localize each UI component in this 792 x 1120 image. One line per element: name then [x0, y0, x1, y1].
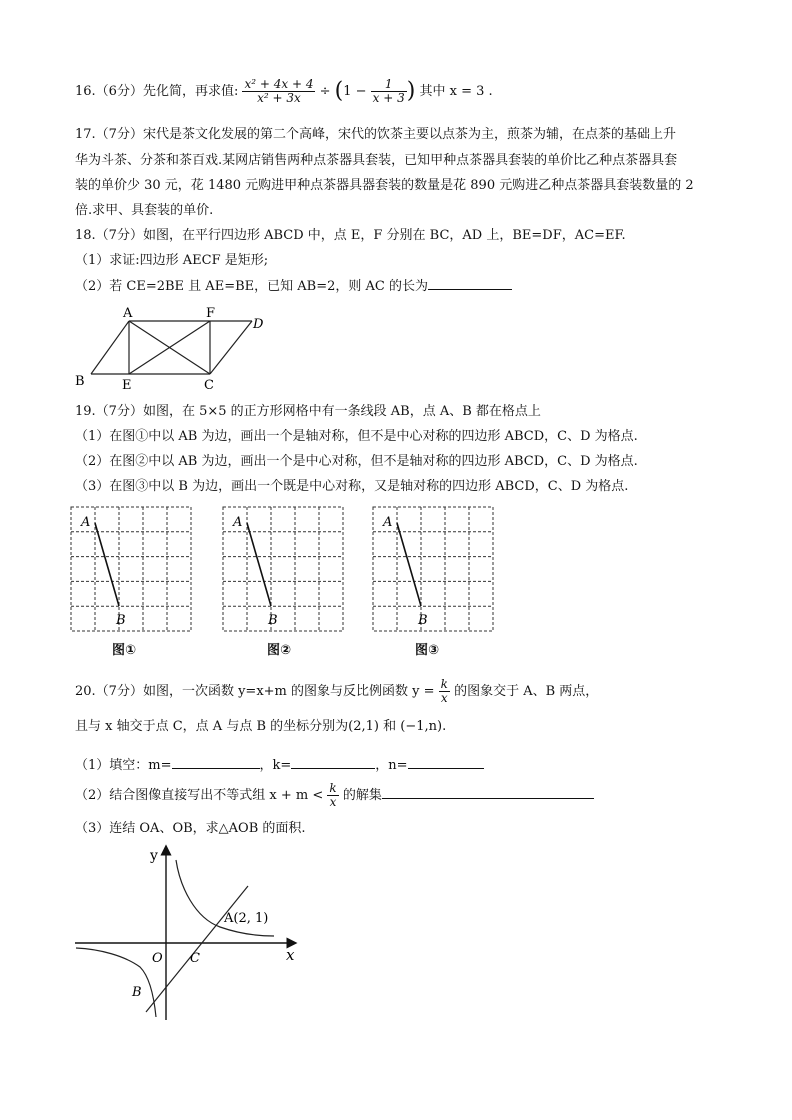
- q20-label-B: B: [132, 985, 142, 1000]
- q19-grid-1-label-B: B: [116, 613, 126, 628]
- q20-period: .: [442, 719, 447, 734]
- q20-label-A: A(2, 1): [224, 911, 269, 926]
- q20-line-3: [75, 756, 484, 775]
- q18-line-2: （1）求证:四边形 AECF 是矩形;: [75, 253, 269, 268]
- q20-line-1-pre: 20.（7分）如图，一次函数 y=x+m 的图象与反比例函数 y =: [75, 684, 435, 699]
- q18-label-D: D: [253, 317, 264, 332]
- q18-label-C: C: [204, 378, 214, 392]
- q16-frac1-numerator: x² + 4x + 4: [244, 77, 314, 91]
- q16-fraction-1: [242, 78, 315, 105]
- q19-grid-2-label-B: B: [268, 613, 278, 628]
- q16-frac1-denominator: x² + 3x: [257, 91, 301, 105]
- q16-right-paren: ): [406, 78, 416, 104]
- q16-fraction-2: [371, 78, 407, 105]
- q18-label-E: E: [122, 378, 132, 392]
- q20-solution-blank: [382, 786, 594, 799]
- q20-line-2-pre: 且与 x 轴交于点 C，点 A 与点 B 的坐标分别为: [75, 719, 349, 734]
- q20-linear-function: [146, 886, 248, 1012]
- q20-m-blank: [172, 756, 260, 769]
- q18-parallelogram-figure: [70, 302, 280, 392]
- q18-segment-CD: [210, 321, 252, 374]
- q20-and: 和: [383, 719, 397, 734]
- q16-left-paren: (: [334, 78, 344, 104]
- q19-grid-2-label-A: A: [233, 515, 243, 530]
- q20-label-y: y: [150, 848, 158, 864]
- q20-line-4: [75, 782, 594, 809]
- q20-fill-m-label: （1）填空：m=: [75, 758, 172, 773]
- q20-hyperbola-branch-2: [76, 948, 156, 1017]
- q19-caption-1: 图①: [112, 643, 137, 658]
- q20-label-x: x: [286, 946, 295, 964]
- q19-grid-1-segment-AB: [95, 523, 119, 606]
- q18-line-1: 18.（7分）如图，在平行四边形 ABCD 中，点 E，F 分别在 BC，AD 上，BE=DF，AC=EF.: [75, 228, 626, 243]
- q19-caption-2: 图②: [267, 643, 292, 658]
- q16-frac2-denominator: x + 3: [372, 91, 405, 105]
- q20-x: x: [440, 691, 448, 705]
- q17-line-1: 17.（7分）宋代是茶文化发展的第二个高峰，宋代的饮茶主要以点茶为主，煎茶为辅，在点茶的基础上升: [75, 127, 676, 142]
- q18-segment-AB: [91, 321, 129, 374]
- q16: [75, 78, 493, 105]
- q19-grid-3-label-B: B: [418, 613, 428, 628]
- q20-line-4-pre: （2）结合图像直接写出不等式组 x + m <: [75, 788, 324, 803]
- q19-caption-3: 图③: [415, 643, 440, 658]
- q20-line-4-x: x: [329, 795, 337, 809]
- q18-answer-blank: [428, 277, 512, 290]
- q20-line-2: [75, 718, 446, 736]
- q19-grid-2-segment-AB: [247, 523, 271, 606]
- q19-grid-3-segment-AB: [397, 523, 421, 606]
- q20-line-1: [75, 678, 598, 705]
- q16-frac2-numerator: 1: [371, 78, 407, 92]
- q20-fill-n-label: ，n=: [375, 758, 408, 773]
- q20-n-blank: [408, 756, 484, 769]
- q16-divide-sign: ÷: [319, 84, 331, 99]
- q20-label-C: C: [190, 951, 200, 966]
- q20-k-over-x: [439, 678, 450, 705]
- q18-label-F: F: [206, 306, 216, 321]
- q20-label-O: O: [152, 951, 163, 966]
- q20-line-4-k-over-x: [327, 782, 338, 809]
- q17-line-2: 华为斗茶、分茶和茶百戏.某网店销售两种点茶器具套装，已知甲种点茶器具套装的单价比乙种点茶器具套: [75, 153, 678, 168]
- q19-grid-1-label-A: A: [81, 515, 91, 530]
- q17-line-3: 装的单价少 30 元，花 1480 元购进甲种点茶器具器套装的数量是花 890 元购进乙种点茶器具套装数量的 2: [75, 178, 694, 193]
- q19-line-4: （3）在图③中以 B 为边，画出一个既是中心对称，又是轴对称的四边形 ABCD，C、D 为格点.: [75, 479, 629, 494]
- q17-line-4: 倍.求甲、具套装的单价.: [75, 203, 214, 218]
- q20-line-4-post: 的解集: [342, 788, 382, 803]
- q20-line-4-k: k: [329, 781, 337, 795]
- q20-k-blank: [291, 756, 375, 769]
- q20-coord-A: (2,1): [348, 719, 379, 734]
- q20-k: k: [440, 677, 448, 691]
- q20-fill-k-label: ，k=: [259, 758, 292, 773]
- q20-line-5: （3）连结 OA、OB，求△AOB 的面积.: [75, 821, 306, 836]
- q19-line-3: （2）在图②中以 AB 为边，画出一个是中心对称，但不是轴对称的四边形 ABCD，C、D 为格点.: [75, 454, 638, 469]
- q19-grid-3: [372, 506, 496, 634]
- q20-coord-B: (−1,n): [400, 719, 443, 734]
- q19-line-1: 19.（7分）如图，在 5×5 的正方形网格中有一条线段 AB，点 A、B 都在格点上: [75, 404, 541, 419]
- q18-line-3: [75, 277, 512, 296]
- q19-grid-1: [70, 506, 194, 634]
- q16-prefix: 16.（6分）先化简，再求值:: [75, 84, 239, 99]
- q18-question-2-text: （2）若 CE=2BE 且 AE=BE，已知 AB=2，则 AC 的长为: [75, 279, 428, 294]
- q19-line-2: （1）在图①中以 AB 为边，画出一个是轴对称，但不是中心对称的四边形 ABCD，C、D 为格点.: [75, 429, 638, 444]
- q19-grid-2: [222, 506, 346, 634]
- q16-suffix: 其中 x = 3 .: [419, 84, 493, 99]
- q19-grid-3-label-A: A: [383, 515, 393, 530]
- q18-label-B: B: [75, 374, 85, 389]
- q20-graph: [70, 842, 310, 1022]
- q18-label-A: A: [123, 306, 133, 321]
- q20-line-1-post: 的图象交于 A、B 两点，: [454, 684, 599, 699]
- q16-one-minus: 1 −: [343, 84, 367, 99]
